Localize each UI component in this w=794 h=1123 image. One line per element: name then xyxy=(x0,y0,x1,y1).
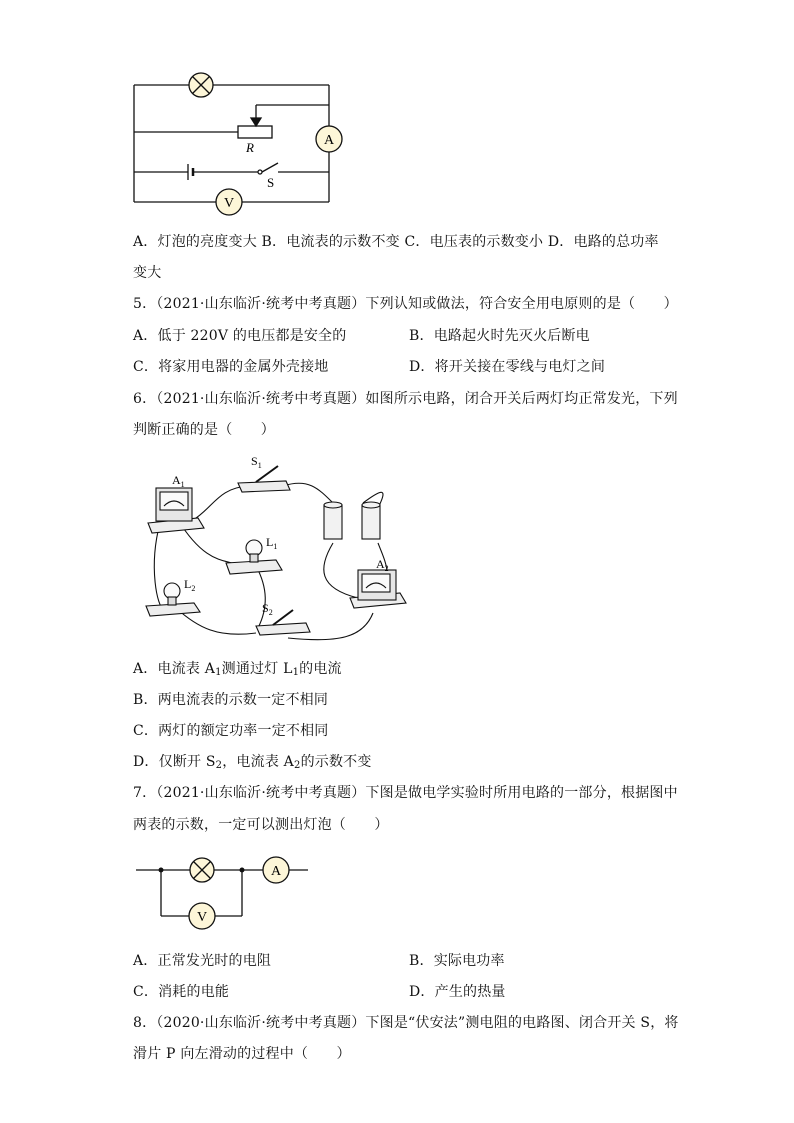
s1-sub: 1 xyxy=(257,461,262,470)
a1-sub: 1 xyxy=(180,480,185,489)
q5-option-d: D．将开关接在零线与电灯之间 xyxy=(409,359,606,375)
a2-sub: 2 xyxy=(384,564,389,573)
q7-option-b: B．实际电功率 xyxy=(409,953,505,969)
q7-stem-line2: 两表的示数，一定可以测出灯泡（ ） xyxy=(133,817,389,833)
q8-stem-line1: 8．（2020·山东临沂·统考中考真题）下图是“伏安法”测电阻的电路图、闭合开关 S，将 xyxy=(133,1015,679,1031)
q7-stem-line1: 7．（2021·山东临沂·统考中考真题）下图是做电学实验时所用电路的一部分，根据图中 xyxy=(133,785,678,801)
circuit-diagram-q7 xyxy=(136,852,316,932)
q4-options-line2: 变大 xyxy=(133,265,162,281)
q6-a-sub1: 1 xyxy=(215,667,222,678)
s2-sub: 2 xyxy=(268,608,273,617)
q6-d-text2: ，电流表 A xyxy=(222,754,294,770)
q7-option-c: C．消耗的电能 xyxy=(133,984,230,1000)
l2-label: L xyxy=(184,577,192,591)
q5-option-a: A．低于 220V 的电压都是安全的 xyxy=(133,328,347,344)
q6-option-c: C．两灯的额定功率一定不相同 xyxy=(133,723,329,739)
svg-text:L1 xyxy=(266,535,277,551)
svg-text:A1 xyxy=(172,473,185,489)
svg-text:S2 xyxy=(262,601,273,617)
circuit-photo-q6 xyxy=(138,448,428,653)
q5-stem: 5．（2021·山东临沂·统考中考真题）下列认知或做法，符合安全用电原则的是（ ） xyxy=(133,296,678,312)
l2-sub: 2 xyxy=(191,584,196,593)
q6-stem-line1: 6．（2021·山东临沂·统考中考真题）如图所示电路，闭合开关后两灯均正常发光，下列 xyxy=(133,391,678,407)
s1-label: S xyxy=(251,454,258,468)
q6-d-sub2: 2 xyxy=(294,760,301,771)
voltmeter-label: V xyxy=(224,196,235,211)
svg-text:S1 xyxy=(251,454,262,470)
q8-stem-line2: 滑片 P 向左滑动的过程中（ ） xyxy=(133,1046,351,1062)
q7-option-a: A．正常发光时的电阻 xyxy=(133,953,272,969)
svg-text:L2 xyxy=(184,577,195,593)
q6-d-text1: D．仅断开 S xyxy=(133,754,216,770)
q6-option-d xyxy=(133,752,372,772)
q5-option-c: C．将家用电器的金属外壳接地 xyxy=(133,359,329,375)
l1-sub: 1 xyxy=(273,542,278,551)
svg-text:A2 xyxy=(376,557,389,573)
q6-d-text3: 的示数不变 xyxy=(300,754,372,770)
q5-option-b: B．电路起火时先灭火后断电 xyxy=(409,328,590,344)
circuit-diagram-q4 xyxy=(128,72,338,212)
a2-label: A xyxy=(376,557,385,571)
ammeter-label: A xyxy=(324,133,335,148)
rheostat-label: R xyxy=(246,140,254,155)
q7-option-d: D．产生的热量 xyxy=(409,984,506,1000)
s2-label: S xyxy=(262,601,269,615)
q6-d-sub1: 2 xyxy=(215,760,223,771)
q6-option-a xyxy=(133,659,342,679)
q6-a-text1: A．电流表 A xyxy=(133,661,216,677)
l1-label: L xyxy=(266,535,274,549)
q4-options-line1: A．灯泡的亮度变大 B．电流表的示数不变 C．电压表的示数变小 D．电路的总功率 xyxy=(133,234,659,250)
a1-label: A xyxy=(172,473,181,487)
q7-ammeter-label: A xyxy=(271,864,282,879)
q6-a-sub2: 1 xyxy=(292,667,300,678)
switch-label: S xyxy=(267,175,275,190)
q6-a-text2: 测通过灯 L xyxy=(221,661,293,677)
q6-a-text3: 的电流 xyxy=(299,661,342,677)
q6-option-b: B．两电流表的示数一定不相同 xyxy=(133,692,329,708)
q6-stem-line2: 判断正确的是（ ） xyxy=(133,422,275,438)
q7-voltmeter-label: V xyxy=(197,910,208,925)
